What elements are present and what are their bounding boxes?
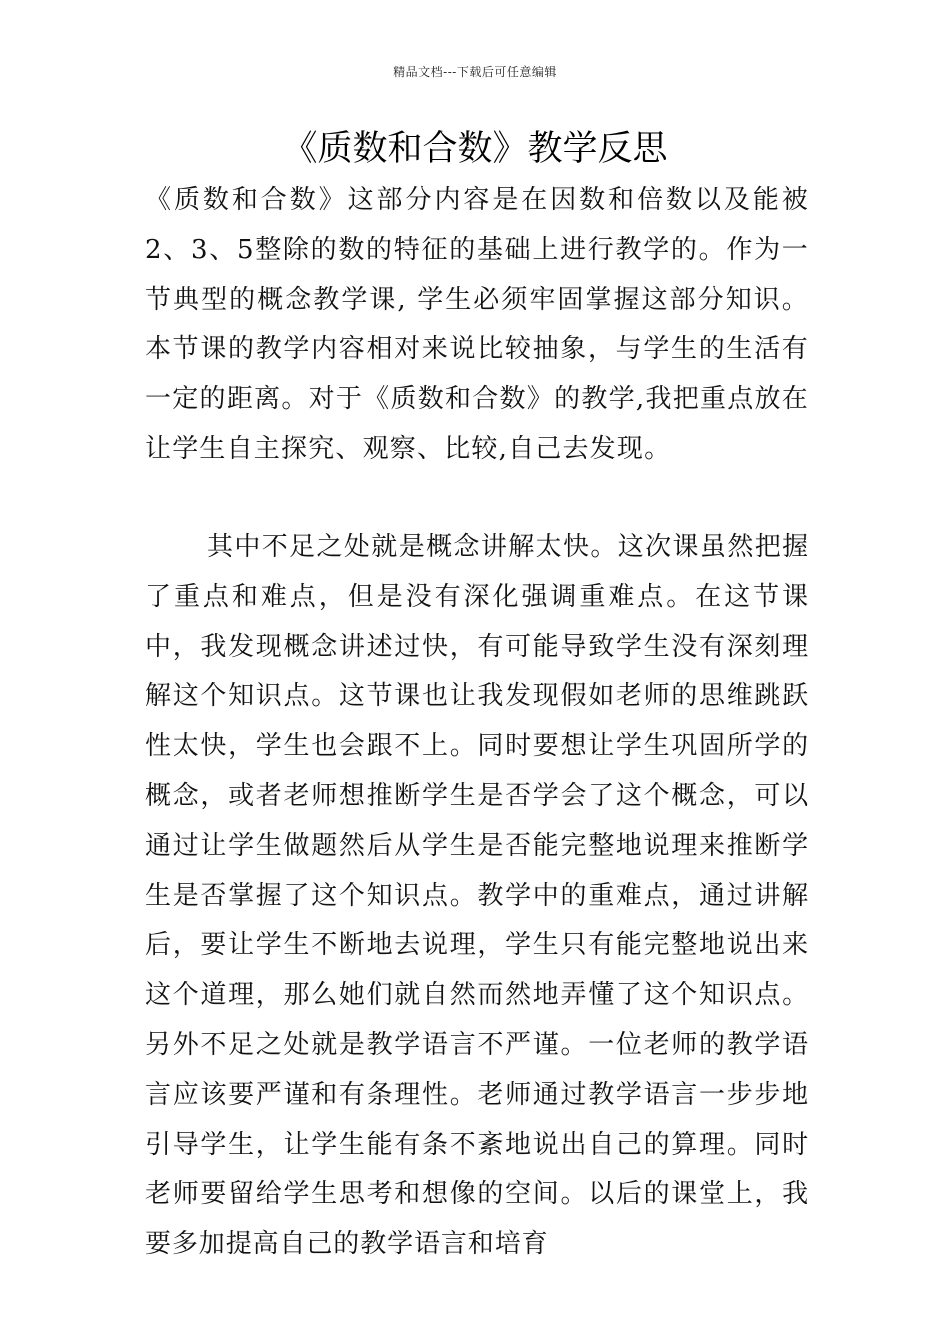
- paragraph-intro: 《质数和合数》这部分内容是在因数和倍数以及能被2、3、5整除的数的特征的基础上进行教学的。作为一节典型的概念教学课, 学生必须牢固掌握这部分知识。本节课的教学内容相对来说比较抽象，与学生的生活有一定的距离。对于《质数和合数》的教学,我把重点放在让学生自主探究、观察、比较,自己去发现。: [145, 185, 809, 464]
- paragraph-reflection: 其中不足之处就是概念讲解太快。这次课虽然把握了重点和难点，但是没有深化强调重难点。在这节课中，我发现概念讲述过快，有可能导致学生没有深刻理解这个知识点。这节课也让我发现假如老师的思维跳跃性太快，学生也会跟不上。同时要想让学生巩固所学的概念，或者老师想推断学生是否学会了这个概念，可以通过让学生做题然后从学生是否能完整地说理来推断学生是否掌握了这个知识点。教学中的重难点，通过讲解后，要让学生不断地去说理，学生只有能完整地说出来这个道理，那么她们就自然而然地弄懂了这个知识点。 另外不足之处就是教学语言不严谨。一位老师的教学语言应该要严谨和有条理性。老师通过教学语言一步步地引导学生，让学生能有条不紊地说出自己的算理。同时老师要留给学生思考和想像的空间。以后的课堂上，我要多加提高自己的教学语言和培育: [145, 532, 809, 1260]
- document-title: 《质数和合数》教学反思: [282, 129, 668, 169]
- header-note: 精品文档---下载后可任意编辑: [393, 65, 557, 79]
